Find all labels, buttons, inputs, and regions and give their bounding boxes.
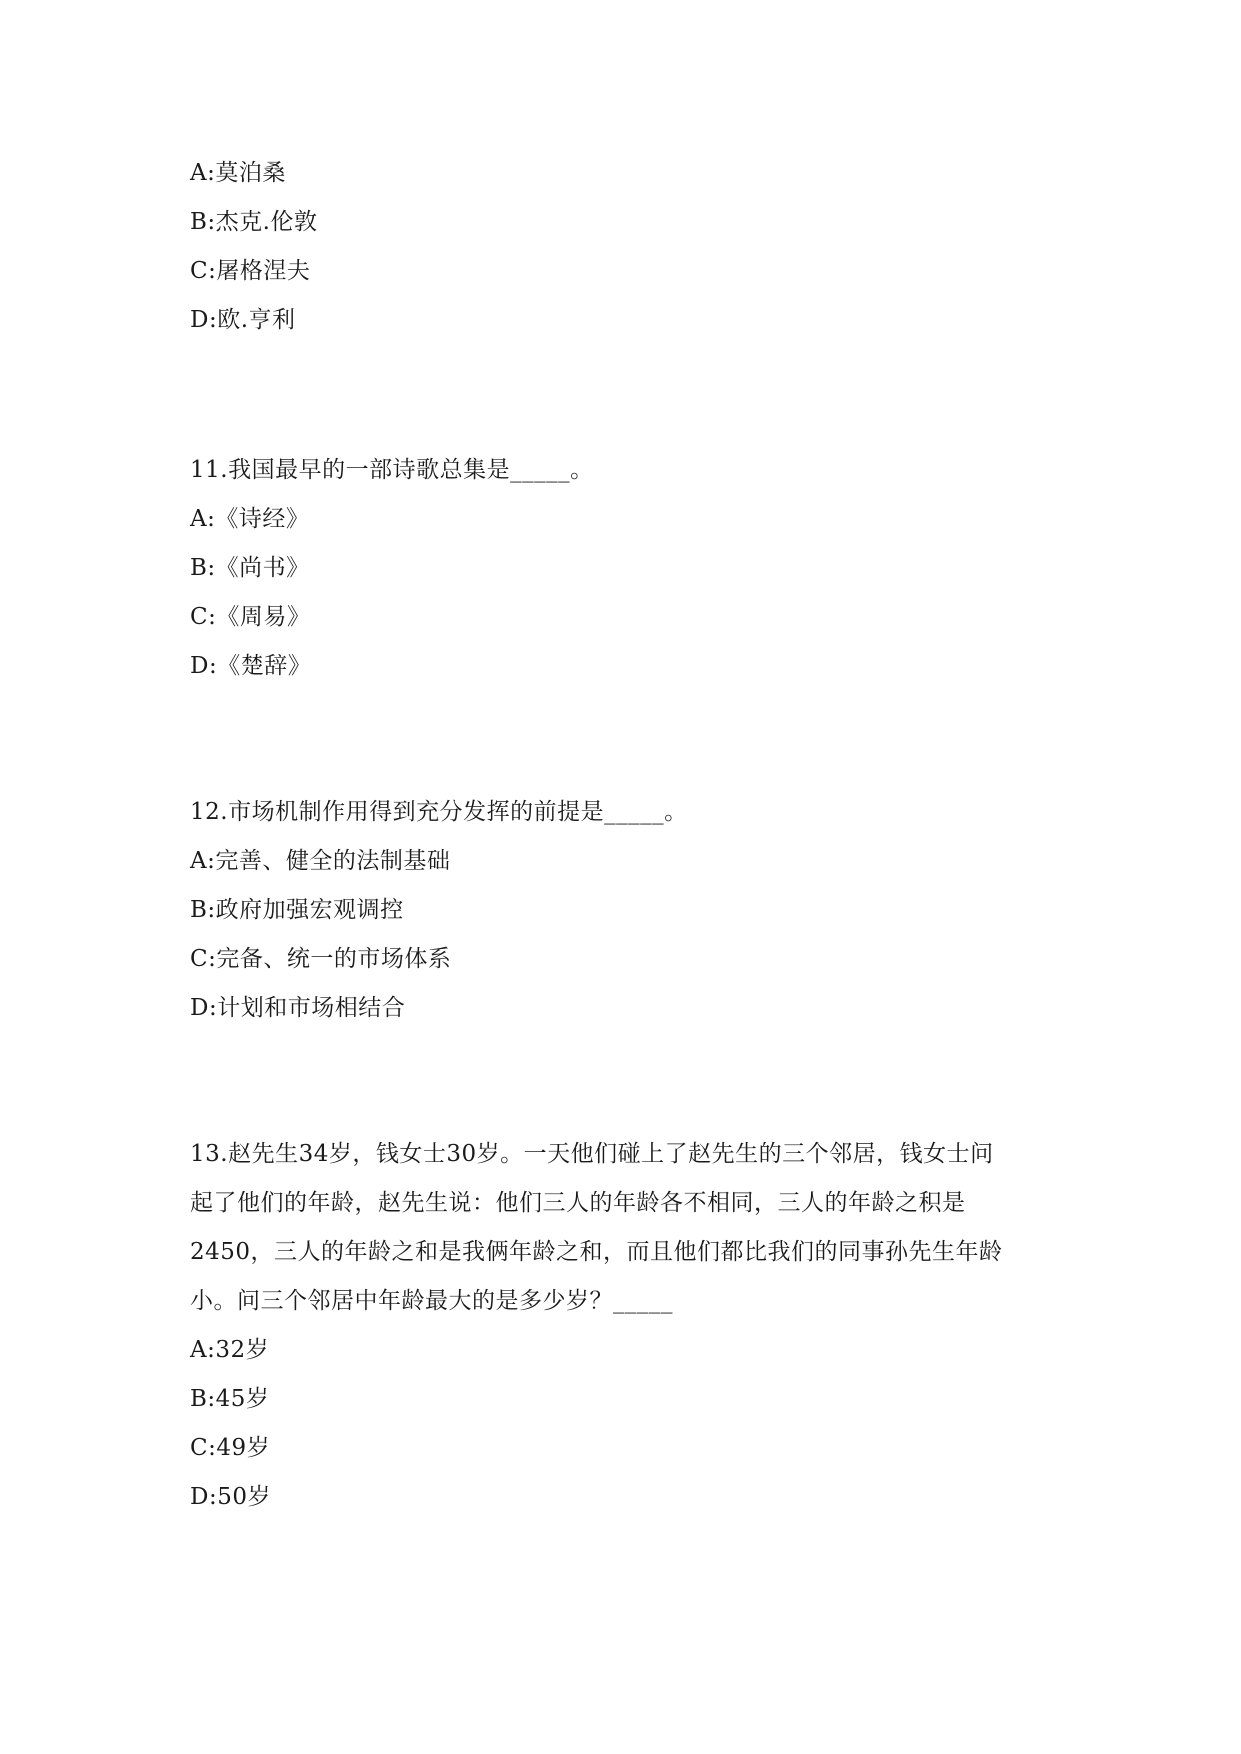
- q11-option-a: A:《诗经》: [190, 506, 310, 532]
- q12-option-a: A:完善、健全的法制基础: [190, 848, 451, 874]
- q12-option-c: C:完备、统一的市场体系: [190, 946, 452, 972]
- q10-option-a: A:莫泊桑: [190, 160, 286, 186]
- q10-option-c: C:屠格涅夫: [190, 258, 311, 284]
- q12-question: 12.市场机制作用得到充分发挥的前提是_____。: [190, 799, 688, 825]
- q11-option-c: C:《周易》: [190, 604, 311, 630]
- q13-option-c: C:49岁: [190, 1435, 271, 1461]
- q13-question-line-2: 起了他们的年龄，赵先生说：他们三人的年龄各不相同，三人的年龄之积是: [190, 1190, 966, 1216]
- q12-option-b: B:政府加强宏观调控: [190, 897, 404, 923]
- q13-option-b: B:45岁: [190, 1386, 270, 1412]
- q10-option-b: B:杰克.伦敦: [190, 209, 318, 235]
- q13-question-line-3: 2450，三人的年龄之和是我俩年龄之和，而且他们都比我们的同事孙先生年龄: [190, 1239, 1003, 1265]
- q11-option-b: B:《尚书》: [190, 555, 310, 581]
- q12-option-d: D:计划和市场相结合: [190, 995, 406, 1021]
- q11-option-d: D:《楚辞》: [190, 653, 312, 679]
- q13-option-a: A:32岁: [190, 1337, 270, 1363]
- q13-question-line-4: 小。问三个邻居中年龄最大的是多少岁？_____: [190, 1288, 673, 1314]
- q13-option-d: D:50岁: [190, 1484, 271, 1510]
- q13-question-line-1: 13.赵先生34岁，钱女士30岁。一天他们碰上了赵先生的三个邻居，钱女士问: [190, 1141, 994, 1167]
- q10-option-d: D:欧.亨利: [190, 307, 296, 333]
- q11-question: 11.我国最早的一部诗歌总集是_____。: [190, 457, 594, 483]
